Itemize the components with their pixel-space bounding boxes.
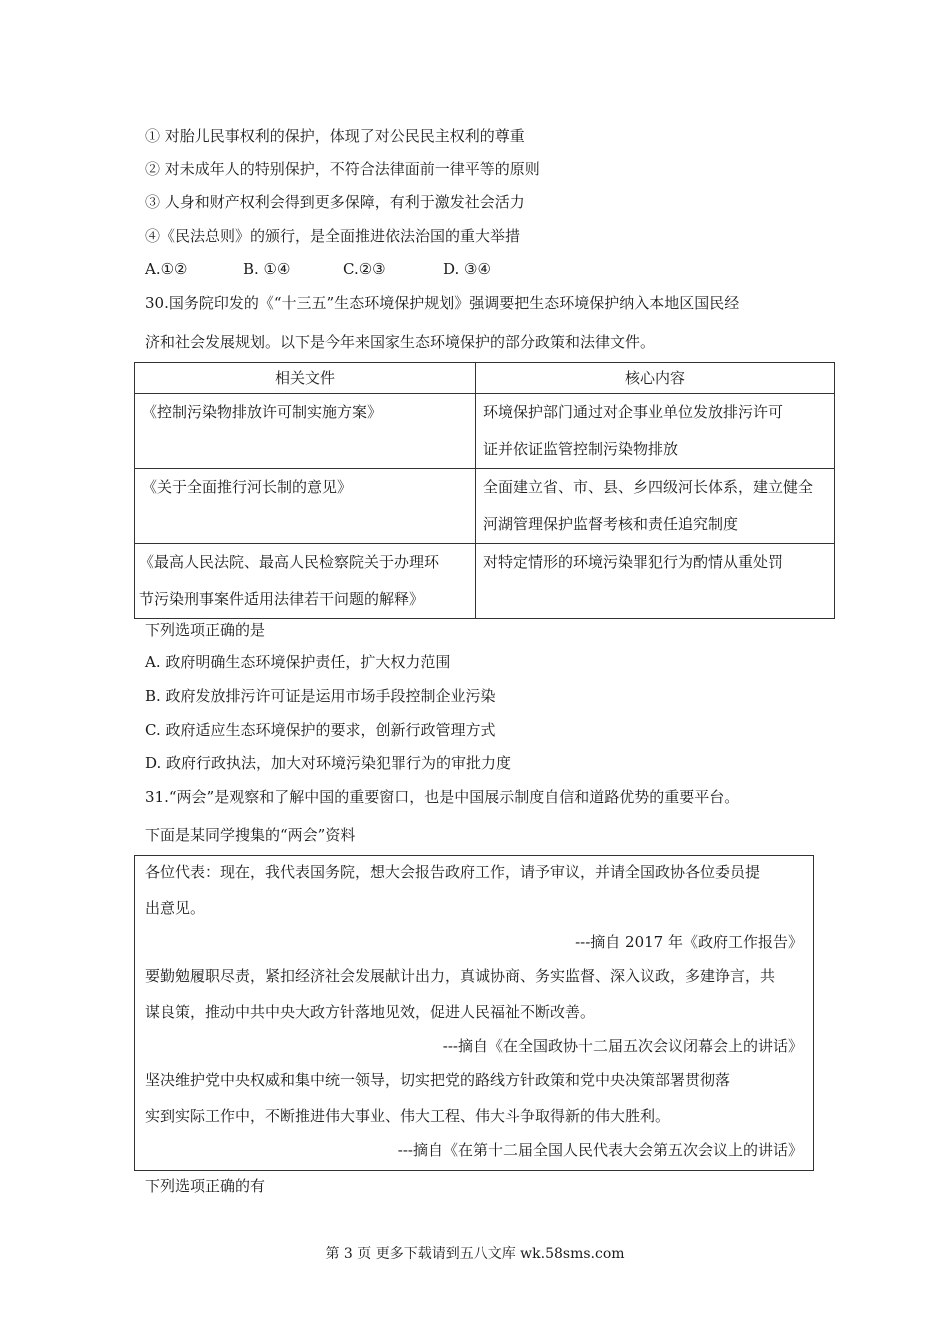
quote-3-line1: 坚决维护党中央权威和集中统一领导，切实把党的路线方针政策和党中央决策部署贯彻落 [145,1071,731,1089]
table-cell-doc [135,544,476,619]
q31-stem-line2: 下面是某同学搜集的“两会”资料 [145,826,356,844]
table-cell-content [476,469,835,544]
quote-1-source: ---摘自 2017 年《政府工作报告》 [575,933,803,951]
cell-line: 《最高人民法院、最高人民检察院关于办理环 [139,553,440,571]
cell-line: 河湖管理保护监督考核和责任追究制度 [483,515,739,533]
table-cell-doc [135,469,476,544]
table-cell-content [476,544,835,619]
table-cell-content [476,394,835,469]
quote-2-source: ---摘自《在全国政协十二届五次会议闭幕会上的讲话》 [442,1037,803,1055]
table-header-docs: 相关文件 [135,363,476,394]
q30-stem-line1: 30.国务院印发的《“十三五”生态环境保护规划》强调要把生态环境保护纳入本地区国民经 [145,294,740,312]
q31-stem-line1: 31.“两会”是观察和了解中国的重要窗口，也是中国展示制度自信和道路优势的重要平台。 [145,788,740,806]
quote-1-line1: 各位代表：现在，我代表国务院，想大会报告政府工作，请予审议，并请全国政协各位委员提 [145,863,761,881]
table-row [135,469,835,544]
statement-3: ③ 人身和财产权利会得到更多保障，有利于激发社会活力 [145,193,525,211]
table-header-row [135,363,835,394]
q29-option-c: C.②③ [343,260,386,278]
cell-line: 全面建立省、市、县、乡四级河长体系，建立健全 [483,478,814,496]
cell-line: 《控制污染物排放许可制实施方案》 [142,403,383,421]
page-footer: 第 3 页 更多下载请到五八文库 wk.58sms.com [325,1246,625,1262]
q30-option-b: B. 政府发放排污许可证是运用市场手段控制企业污染 [145,687,496,705]
q30-option-a: A. 政府明确生态环境保护责任，扩大权力范围 [145,653,451,671]
statement-4: ④《民法总则》的颁行，是全面推进依法治国的重大举措 [145,227,521,245]
quote-3-source: ---摘自《在第十二届全国人民代表大会第五次会议上的讲话》 [397,1141,803,1159]
table-header-content: 核心内容 [476,363,835,394]
quote-2-line2: 谋良策，推动中共中央大政方针落地见效，促进人民福祉不断改善。 [145,1003,596,1021]
cell-line: 证并依证监管控制污染物排放 [483,440,679,458]
policy-table [134,362,835,619]
statement-2: ② 对未成年人的特别保护，不符合法律面前一律平等的原则 [145,160,540,178]
table-row [135,394,835,469]
cell-line: 《关于全面推行河长制的意见》 [142,478,353,496]
statement-1: ① 对胎儿民事权利的保护，体现了对公民民主权利的尊重 [145,127,525,145]
cell-line: 对特定情形的环境污染罪犯行为酌情从重处罚 [483,553,784,571]
q29-option-a: A.①② [145,260,188,278]
q29-option-b: B. ①④ [243,260,291,278]
q30-option-d: D. 政府行政执法，加大对环境污染犯罪行为的审批力度 [145,754,512,772]
q29-option-d: D. ③④ [443,260,491,278]
cell-line: 环境保护部门通过对企事业单位发放排污许可 [483,403,784,421]
q30-prompt: 下列选项正确的是 [145,621,266,639]
quote-1-line2: 出意见。 [145,899,206,917]
quote-box [134,855,814,1171]
quote-3-line2: 实到实际工作中，不断推进伟大事业、伟大工程、伟大斗争取得新的伟大胜利。 [145,1107,671,1125]
table-row [135,544,835,619]
table-cell-doc [135,394,476,469]
quote-2-line1: 要勤勉履职尽责，紧扣经济社会发展献计出力，真诚协商、务实监督、深入议政，多建诤言，共 [145,967,776,985]
q31-prompt: 下列选项正确的有 [145,1177,266,1195]
q30-stem-line2: 济和社会发展规划。以下是今年来国家生态环境保护的部分政策和法律文件。 [145,333,656,351]
q30-option-c: C. 政府适应生态环境保护的要求，创新行政管理方式 [145,721,496,739]
q29-options [145,259,491,279]
cell-line: 节污染刑事案件适用法律若干问题的解释》 [139,590,425,608]
